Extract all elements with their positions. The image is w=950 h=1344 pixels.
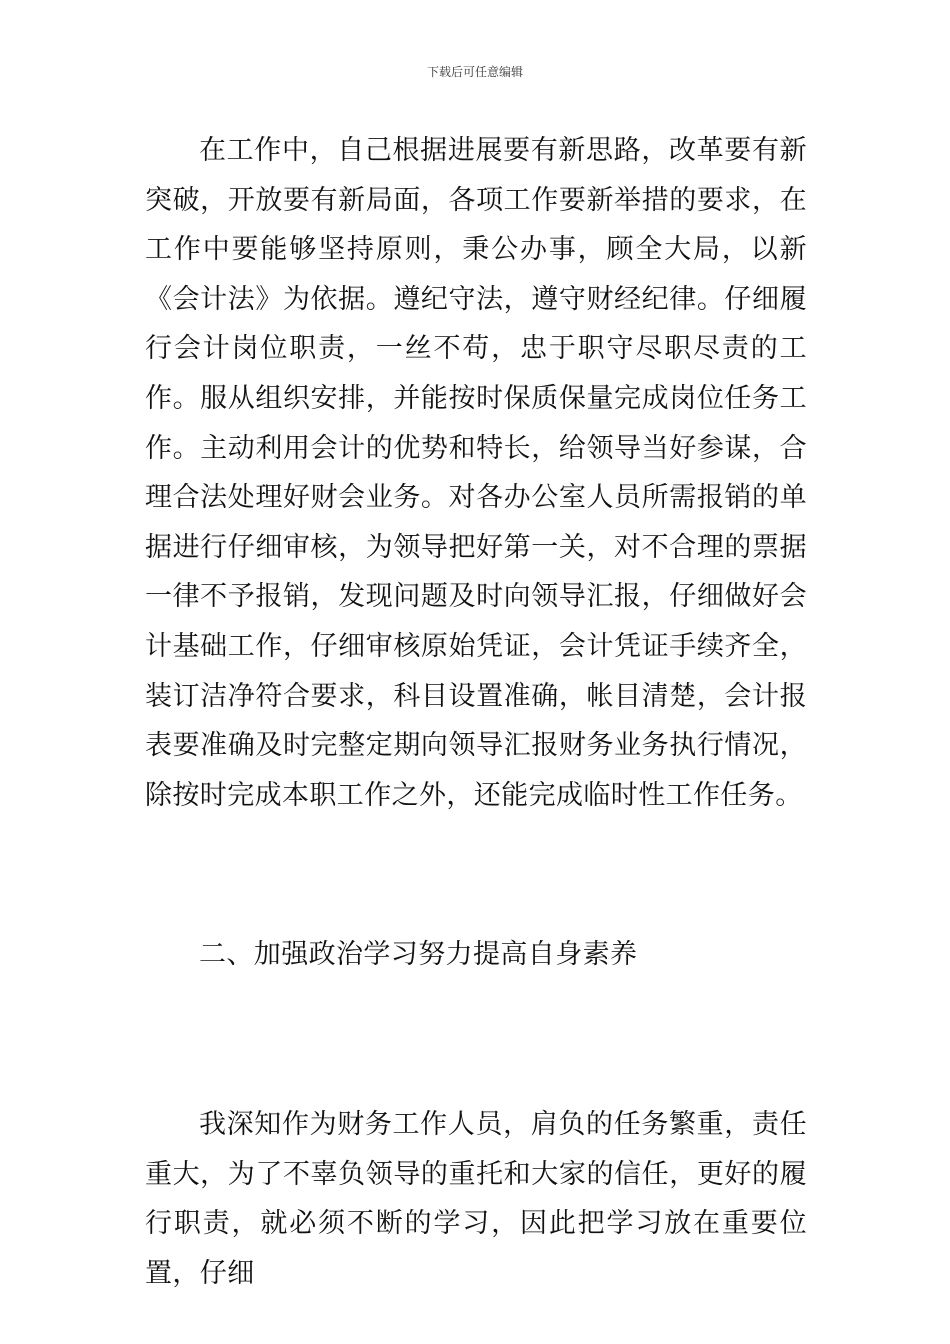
paragraph-work-duties: 在工作中，自己根据进展要有新思路，改革要有新突破，开放要有新局面，各项工作要新举措的要求，在工作中要能够坚持原则，秉公办事，顾全大局，以新《会计法》为依据。遵纪守法，遵守财经纪律。仔细履行会计岗位职责，一丝不苟，忠于职守尽职尽责的工作。服从组织安排，并能按时保质保量完成岗位任务工作。主动利用会计的优势和特长，给领导当好参谋，合理合法处理好财会业务。对各办公室人员所需报销的单据进行仔细审核，为领导把好第一关，对不合理的票据一律不予报销，发现问题及时向领导汇报，仔细做好会计基础工作，仔细审核原始凭证，会计凭证手续齐全，装订洁净符合要求，科目设置准确，帐目清楚，会计报表要准确及时完整定期向领导汇报财务业务执行情况，除按时完成本职工作之外，还能完成临时性工作任务。 [145, 135, 807, 811]
page-header: 下载后可任意编辑 [426, 65, 523, 79]
document-body [145, 126, 807, 1298]
paragraph-study: 我深知作为财务工作人员，肩负的任务繁重，责任重大，为了不辜负领导的重托和大家的信任，更好的履行职责，就必须不断的学习，因此把学习放在重要位置，仔细 [145, 1108, 807, 1289]
section-heading: 二、加强政治学习努力提高自身素养 [199, 939, 638, 971]
